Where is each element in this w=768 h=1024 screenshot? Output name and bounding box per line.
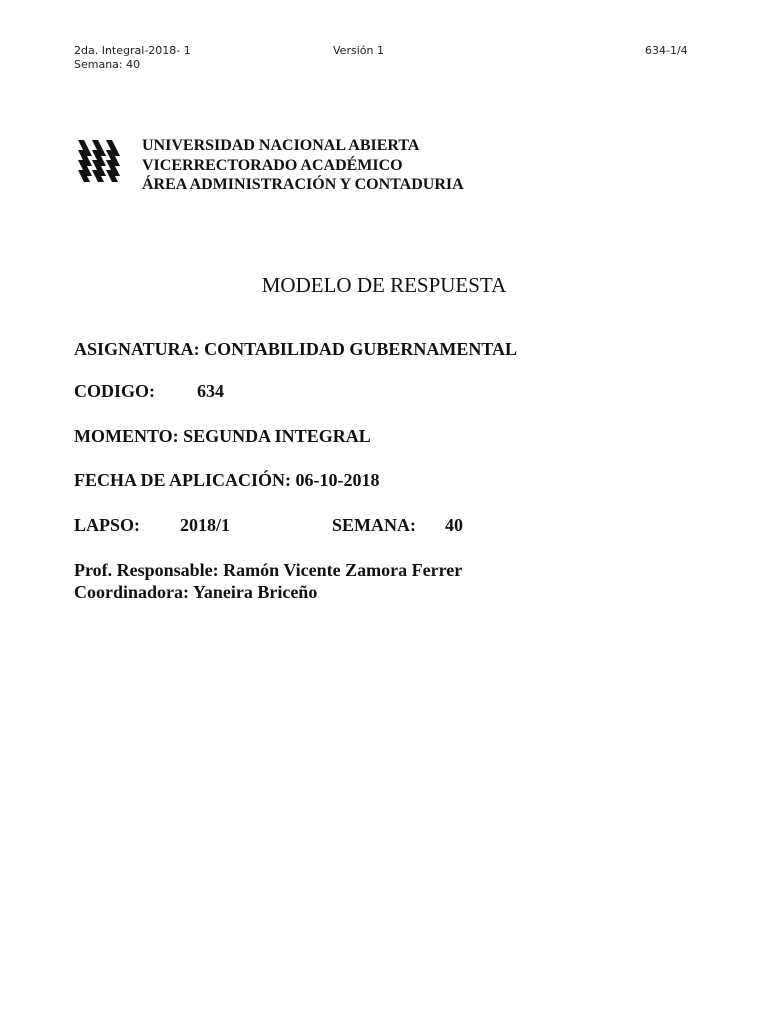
document-title: MODELO DE RESPUESTA (261, 273, 507, 297)
code-value: 634 (197, 381, 224, 401)
subject-line: ASIGNATURA: CONTABILIDAD GUBERNAMENTAL (74, 339, 518, 359)
header-version: Versión 1 (333, 44, 384, 57)
institution-name: UNIVERSIDAD NACIONAL ABIERTA (142, 137, 420, 154)
term-label: LAPSO: (74, 515, 141, 535)
academic-area: ÁREA ADMINISTRACIÓN Y CONTADURIA (142, 176, 464, 193)
code-label: CODIGO: (74, 381, 155, 401)
coordinator: Coordinadora: Yaneira Briceño (74, 582, 318, 602)
week-value: 40 (445, 515, 463, 535)
moment-line: MOMENTO: SEGUNDA INTEGRAL (74, 426, 371, 446)
institution-block (142, 136, 464, 195)
header-week: Semana: 40 (74, 58, 141, 71)
week-label: SEMANA: (332, 515, 416, 535)
una-logo-icon (76, 136, 122, 186)
vice-rectorate: VICERRECTORADO ACADÉMICO (142, 156, 403, 174)
header-course-info: 2da. Integral-2018- 1 (74, 44, 191, 57)
responsible-professor: Prof. Responsable: Ramón Vicente Zamora Ferrer (74, 560, 463, 580)
term-value: 2018/1 (180, 515, 231, 535)
header-page-code: 634-1/4 (645, 44, 688, 57)
application-date-line: FECHA DE APLICACIÓN: 06-10-2018 (74, 470, 380, 490)
